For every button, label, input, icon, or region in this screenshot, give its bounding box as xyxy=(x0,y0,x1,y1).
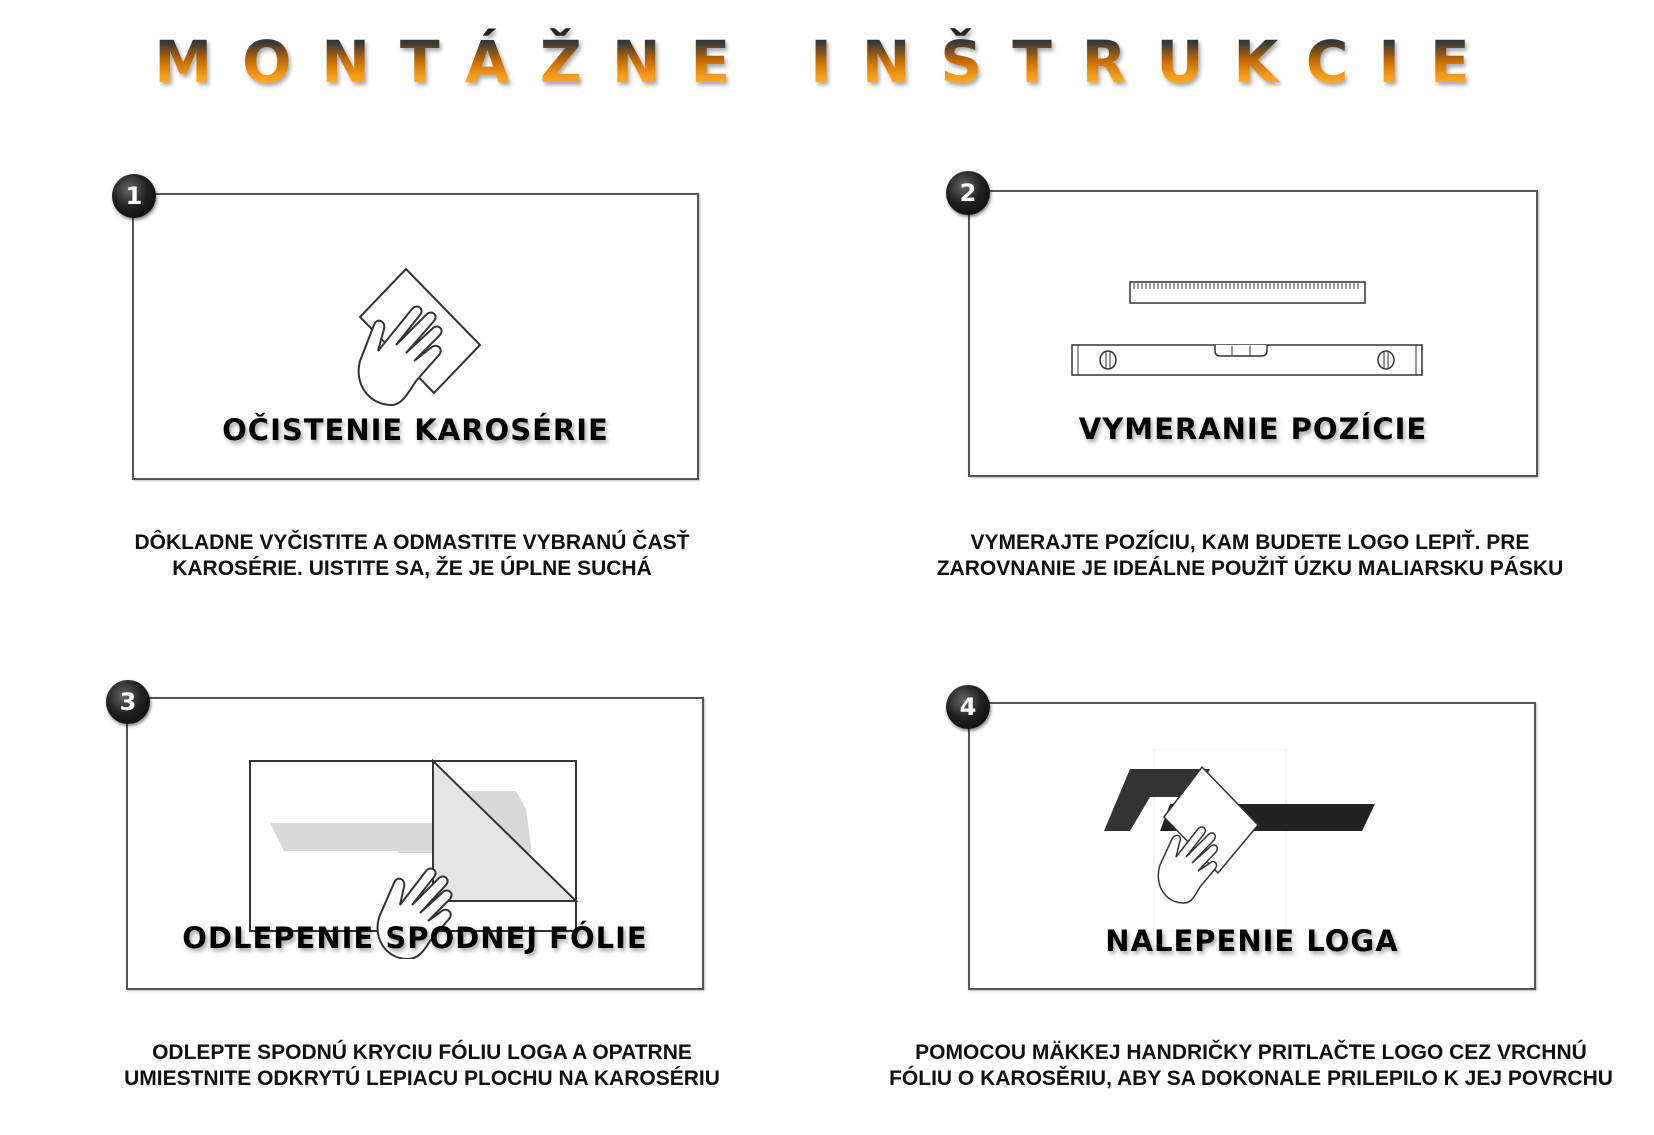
step-4-panel xyxy=(968,702,1536,990)
pressing-logo-icon xyxy=(1100,749,1390,939)
step-3-description-line-2: UMIESTNITE ODKRYTÚ LEPIACU PLOCHU NA KAROSÉRIU xyxy=(124,1067,720,1090)
ruler-and-level-icon xyxy=(1070,280,1430,380)
step-2-description-line-2: ZAROVNANIE JE IDEÁLNE POUŽIŤ ÚZKU MALIARSKU PÁSKU xyxy=(936,557,1564,580)
step-4-description-line-1: POMOCOU MÄKKEJ HANDRIČKY PRITLAČTE LOGO CEZ VRCHNÚ xyxy=(915,1041,1587,1064)
step-4-number-badge: 4 xyxy=(946,685,990,729)
hand-wiping-cloth-icon xyxy=(352,265,492,415)
step-2-heading: VYMERANIE POZÍCIE xyxy=(1078,412,1428,446)
page-title: MONTÁŽNE INŠTRUKCIE xyxy=(0,28,1654,96)
step-4-description-line-2: FÓLIU O KAROSĚRIU, ABY SA DOKONALE PRILEPILO K JEJ POVRCHU xyxy=(889,1067,1613,1090)
step-2-description-line-1: VYMERAJTE POZÍCIU, KAM BUDETE LOGO LEPIŤ. PRE xyxy=(970,531,1530,554)
step-1-panel xyxy=(132,193,699,480)
step-2-description xyxy=(900,530,1600,582)
step-3-heading: ODLEPENIE SPODNEJ FÓLIE xyxy=(182,921,648,955)
spirit-level-icon xyxy=(1072,345,1422,375)
step-1-description-line-2: KAROSÉRIE. UISTITE SA, ŽE JE ÚPLNE SUCHÁ xyxy=(172,557,652,580)
step-1-description-line-1: DÔKLADNE VYČISTITE A ODMASTITE VYBRANÚ ČASŤ xyxy=(134,531,690,554)
step-3-description-line-1: ODLEPTE SPODNÚ KRYCIU FÓLIU LOGA A OPATRNE xyxy=(152,1041,692,1064)
step-2-panel xyxy=(968,190,1538,477)
step-1-heading: OČISTENIE KAROSÉRIE xyxy=(222,413,609,447)
step-2-number-badge: 2 xyxy=(946,171,990,215)
step-4-description xyxy=(856,1040,1646,1092)
step-3-panel xyxy=(126,697,704,990)
step-1-description xyxy=(82,530,742,582)
step-3-number-badge: 3 xyxy=(106,680,150,724)
step-3-description xyxy=(72,1040,772,1092)
step-4-heading: NALEPENIE LOGA xyxy=(1105,924,1399,958)
step-1-number-badge: 1 xyxy=(112,174,156,218)
